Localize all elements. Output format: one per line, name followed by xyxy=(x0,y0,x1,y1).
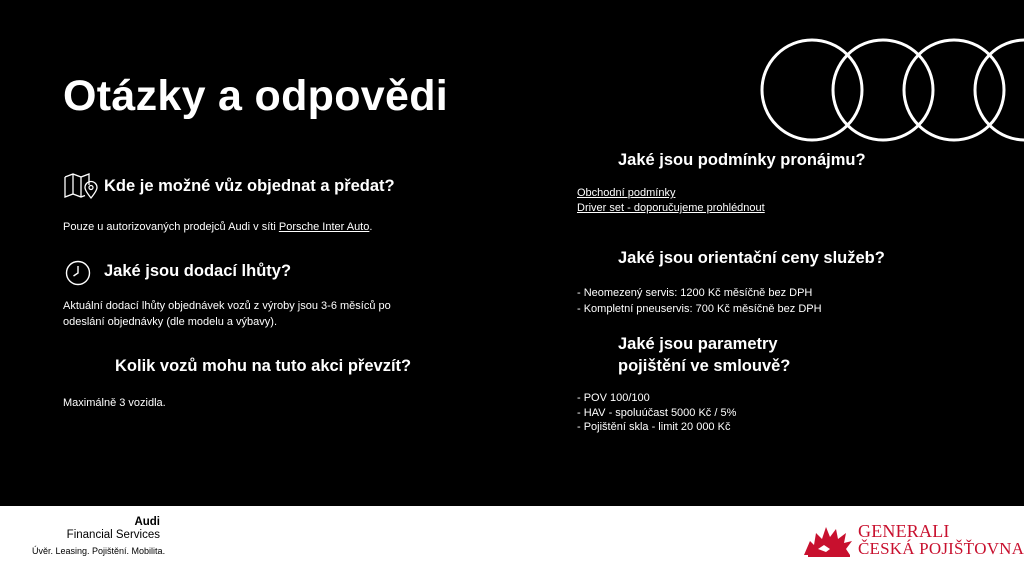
financial-services-text: Financial Services xyxy=(66,529,160,541)
answer-order-location xyxy=(63,219,372,235)
question-delivery-time: Jaké jsou dodací lhůty? xyxy=(104,262,292,280)
answer-line: odeslání objednávky (dle modelu a výbavy). xyxy=(63,316,278,328)
price-line: - Kompletní pneuservis: 700 Kč měsíčně bez DPH xyxy=(577,303,822,315)
ceska-pojistovna-name: ČESKÁ POJIŠŤOVNA xyxy=(858,539,1024,558)
page-title: Otázky a odpovědi xyxy=(63,72,449,120)
answer-service-prices xyxy=(577,285,822,317)
insurance-line: - Pojištění skla - limit 20 000 Kč xyxy=(577,421,731,433)
answer-car-count: Maximálně 3 vozidla. xyxy=(63,397,166,409)
question-car-count: Kolik vozů mohu na tuto akci převzít? xyxy=(115,357,412,375)
answer-line: Aktuální dodací lhůty objednávek vozů z výroby jsou 3-6 měsíců po xyxy=(63,300,391,312)
answer-suffix: . xyxy=(369,221,373,233)
rental-conditions-links xyxy=(577,186,765,216)
lion-icon xyxy=(800,521,856,559)
driver-set-link[interactable]: Driver set - doporučujeme prohlédnout xyxy=(577,202,765,214)
business-terms-link[interactable]: Obchodní podmínky xyxy=(577,187,676,199)
audi-rings-logo xyxy=(760,38,1024,144)
map-pin-icon xyxy=(64,173,98,199)
answer-delivery-time xyxy=(63,298,391,330)
insurance-line: - POV 100/100 xyxy=(577,392,650,404)
question-order-location: Kde je možné vůz objednat a předat? xyxy=(104,177,395,195)
question-line: Jaké jsou parametry xyxy=(618,335,778,353)
generali-name: GENERALI xyxy=(858,521,950,541)
generali-logo xyxy=(800,519,1024,561)
answer-insurance xyxy=(577,391,736,435)
insurance-line: - HAV - spoluúčast 5000 Kč / 5% xyxy=(577,406,737,419)
audi-financial-services-logo xyxy=(32,516,166,557)
question-line: pojištění ve smlouvě? xyxy=(618,357,791,375)
question-insurance xyxy=(618,333,790,377)
clock-icon xyxy=(65,260,91,286)
porsche-inter-auto-link[interactable]: Porsche Inter Auto xyxy=(278,221,370,233)
tagline: Úvěr. Leasing. Pojištění. Mobilita. xyxy=(32,546,166,556)
audi-brand-text: Audi xyxy=(134,516,160,528)
question-rental-conditions: Jaké jsou podmínky pronájmu? xyxy=(618,151,866,169)
answer-text: Pouze u autorizovaných prodejců Audi v síti xyxy=(63,221,279,233)
question-service-prices: Jaké jsou orientační ceny služeb? xyxy=(618,249,885,267)
price-line: - Neomezený servis: 1200 Kč měsíčně bez DPH xyxy=(577,287,813,299)
